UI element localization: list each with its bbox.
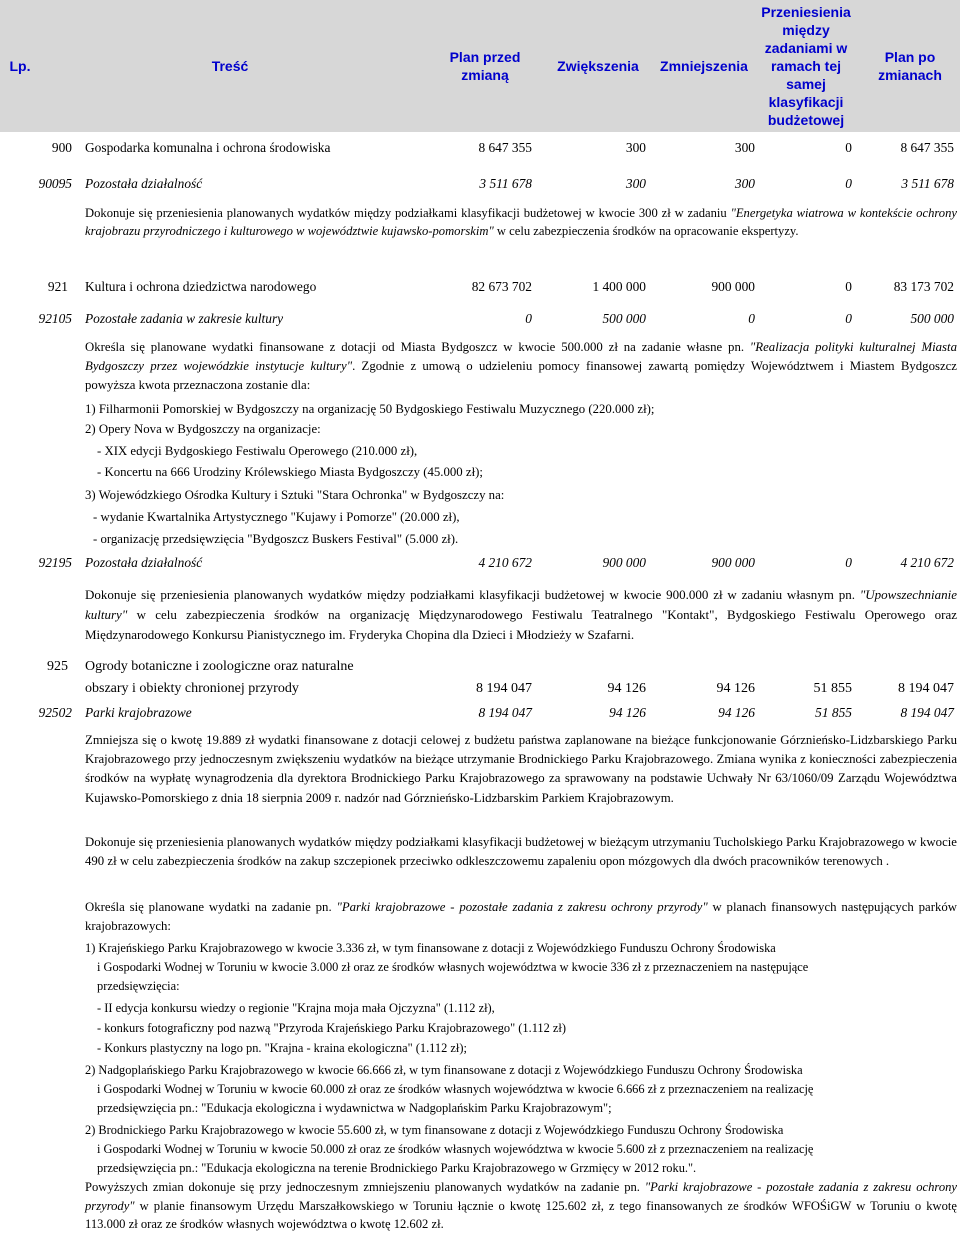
- list-item: 2) Brodnickiego Parku Krajobrazowego w kwocie 55.600 zł, w tym finansowane z dotacji z Wojewódzkiego Funduszu Ochrony Środowiska: [85, 1123, 784, 1137]
- przeniesienia-value: 51 855: [813, 681, 852, 696]
- table-header: [0, 0, 960, 132]
- text-span: Określa się planowane wydatki na zadanie pn.: [85, 900, 337, 914]
- task-name: "Energetyka wiatrowa w kontekście ochrony krajobrazu przyrodniczego i kulturowego w województwie kujawsko-pomorskim": [85, 206, 957, 238]
- plan-przed-value: 8 647 355: [478, 140, 532, 155]
- list-item: - XIX edycji Bydgoskiego Festiwalu Operowego (210.000 zł),: [97, 444, 418, 458]
- plan-przed-value: 3 511 678: [479, 176, 532, 191]
- list-item: 1) Krajeńskiego Parku Krajobrazowego w kwocie 3.336 zł, w tym finansowane z dotacji z Wojewódzkiego Funduszu Ochrony Środowiska: [85, 941, 776, 955]
- row-lp: 90095: [38, 176, 72, 191]
- row-name: Parki krajobrazowe: [85, 705, 192, 720]
- text-span: Dokonuje się przeniesienia planowanych wydatków między podziałkami klasyfikacji budżetowej w kwocie 900.000 zł w zadaniu własnym pn.: [85, 587, 860, 602]
- text-span: w celu zabezpieczenia środków na organizację Międzynarodowego Festiwalu Teatralnego "Kontakt", Bydgoskiego Festiwalu Operowego oraz Międzynarodowego Konkursu Pianistycznego im. Fryderyka Chopina dla Dzieci i Młodzieży w Szafarni.: [85, 607, 957, 642]
- list-item: 3) Wojewódzkiego Ośrodka Kultury i Sztuki "Stara Ochronka" w Bydgoszczy na:: [85, 488, 505, 502]
- header-zwiekszenia: Zwiększenia: [557, 58, 639, 74]
- zwiekszenia-value: 1 400 000: [592, 279, 646, 294]
- row-name: Pozostała działalność: [85, 176, 203, 191]
- plan-po-value: 4 210 672: [900, 555, 954, 570]
- list-item: przedsięwzięcia pn.: "Edukacja ekologiczna i wydawnictwa w Nadgoplańskim Parku Krajobrazowym";: [97, 1101, 612, 1115]
- zmniejszenia-value: 900 000: [711, 279, 755, 294]
- task-name: "Parki krajobrazowe - pozostałe zadania z zakresu ochrony przyrody": [85, 1180, 958, 1213]
- paragraph-92502-c: [85, 898, 957, 936]
- task-name: "Parki krajobrazowe - pozostałe zadania z zakresu ochrony przyrody": [336, 900, 708, 914]
- row-name: Gospodarka komunalna i ochrona środowiska: [85, 140, 331, 155]
- table-row: [0, 659, 960, 703]
- zmniejszenia-value: 900 000: [711, 555, 755, 570]
- zwiekszenia-value: 300: [625, 176, 646, 191]
- text-span: w planach finansowych następujących parków krajobrazowych:: [85, 900, 957, 934]
- zwiekszenia-value: 94 126: [607, 681, 646, 696]
- paragraph-90095: [85, 204, 957, 240]
- text-span: w celu zabezpieczenia środków na opracowanie ekspertyzy.: [493, 224, 799, 238]
- header-plan-przed: Plan przed zmianą: [449, 49, 521, 83]
- list-item: i Gospodarki Wodnej w Toruniu w kwocie 3.000 zł oraz ze środków własnych województwa w kwocie 336 zł z przeznaczeniem na następujące: [97, 960, 809, 974]
- zwiekszenia-value: 500 000: [602, 311, 646, 326]
- list-item: 2) Nadgoplańskiego Parku Krajobrazowego w kwocie 66.666 zł, w tym finansowane z dotacji z Wojewódzkiego Funduszu Ochrony Środowiska: [85, 1063, 803, 1077]
- row-lp: 921: [47, 279, 68, 294]
- header-plan-po: Plan po zmianach: [878, 49, 942, 83]
- text-span: Określa się planowane wydatki finansowane z dotacji od Miasta Bydgoszcz w kwocie 500.000 zł na zadanie własne pn.: [85, 340, 750, 354]
- table-row: [0, 555, 960, 575]
- przeniesienia-value: 0: [845, 279, 852, 294]
- task-name: "Upowszechnianie kultury": [85, 587, 957, 622]
- przeniesienia-value: 51 855: [815, 705, 852, 720]
- przeniesienia-value: 0: [845, 555, 852, 570]
- text-span: Powyższych zmian dokonuje się przy jednoczesnym zmniejszeniu planowanych wydatków na zadanie pn.: [85, 1180, 645, 1194]
- row-lp: 92195: [38, 555, 72, 570]
- list-item: - konkurs fotograficzny pod nazwą "Przyroda Krajeńskiego Parku Krajobrazowego" (1.112 zł): [97, 1021, 566, 1035]
- plan-przed-value: 0: [525, 311, 532, 326]
- table-row: [0, 176, 960, 196]
- task-name: "Realizacja polityki kulturalnej Miasta Bydgoszczy przez wojewódzkie instytucje kultury": [85, 340, 957, 373]
- table-row: [0, 705, 960, 725]
- header-lp: Lp.: [9, 58, 31, 74]
- plan-po-value: 8 194 047: [900, 705, 954, 720]
- header-tresc: Treść: [211, 58, 249, 74]
- text-span: Dokonuje się przeniesienia planowanych wydatków między podziałkami klasyfikacji budżetowej w kwocie 300 zł w zadaniu: [85, 206, 731, 220]
- zwiekszenia-value: 300: [625, 140, 646, 155]
- zmniejszenia-value: 94 126: [718, 705, 755, 720]
- row-name: Ogrody botaniczne i zoologiczne oraz naturalne: [85, 659, 354, 674]
- zwiekszenia-value: 900 000: [602, 555, 646, 570]
- row-lp: 92105: [38, 311, 72, 326]
- table-row: [0, 311, 960, 331]
- list-item: przedsięwzięcia pn.: "Edukacja ekologiczna na terenie Brodnickiego Parku Krajobrazowego w Grzmięcy w 2012 roku.".: [97, 1161, 697, 1175]
- row-lp: 92502: [38, 705, 72, 720]
- plan-po-value: 8 647 355: [900, 140, 954, 155]
- zwiekszenia-value: 94 126: [609, 705, 646, 720]
- list-item: 1) Filharmonii Pomorskiej w Bydgoszczy na organizację 50 Bydgoskiego Festiwalu Muzycznego (220.000 zł);: [85, 402, 655, 416]
- paragraph-92105: [85, 338, 957, 395]
- list-item: - organizację przedsięwzięcia "Bydgoszcz Buskers Festival" (5.000 zł).: [93, 532, 459, 546]
- list-item: - Konkurs plastyczny na logo pn. "Krajna - kraina ekologiczna" (1.112 zł);: [97, 1041, 467, 1055]
- list-item: - II edycja konkursu wiedzy o regionie "Krajna moja mała Ojczyzna" (1.112 zł),: [97, 1001, 495, 1015]
- row-name: Pozostała działalność: [85, 555, 203, 570]
- zmniejszenia-value: 94 126: [716, 681, 755, 696]
- list-item: 2) Opery Nova w Bydgoszczy na organizacje:: [85, 422, 321, 436]
- plan-przed-value: 8 194 047: [476, 681, 532, 696]
- plan-po-value: 8 194 047: [898, 681, 954, 696]
- table-row: [0, 140, 960, 160]
- zmniejszenia-value: 0: [748, 311, 755, 326]
- przeniesienia-value: 0: [845, 176, 852, 191]
- paragraph-final: [85, 1178, 957, 1234]
- plan-przed-value: 82 673 702: [471, 279, 532, 294]
- row-name: Pozostałe zadania w zakresie kultury: [85, 311, 284, 326]
- row-name: Kultura i ochrona dziedzictwa narodowego: [85, 279, 317, 294]
- plan-przed-value: 4 210 672: [478, 555, 532, 570]
- przeniesienia-value: 0: [845, 140, 852, 155]
- list-item: przedsięwzięcia:: [97, 979, 180, 993]
- list-item: i Gospodarki Wodnej w Toruniu w kwocie 60.000 zł oraz ze środków własnych województwa w kwocie 6.666 zł z przeznaczeniem na realizację: [97, 1082, 814, 1096]
- zmniejszenia-value: 300: [734, 140, 755, 155]
- table-row: [0, 279, 960, 299]
- list-item: - wydanie Kwartalnika Artystycznego "Kujawy i Pomorze" (20.000 zł),: [93, 510, 460, 524]
- paragraph-92502-b: Dokonuje się przeniesienia planowanych wydatków między podziałkami klasyfikacji budżetowej w bieżącym utrzymaniu Tucholskiego Parku Krajobrazowego w kwocie 490 zł w celu zabezpieczenia środków na zakup szczepionek przeciwko odkleszczowemu zapaleniu opon mózgowych dla dwóch pracowników terenowych .: [85, 835, 957, 869]
- paragraph-92502-a: Zmniejsza się o kwotę 19.889 zł wydatki finansowane z dotacji celowej z budżetu państwa zaplanowane na bieżące funkcjonowanie Górznieńsko-Lidzbarskiego Parku Krajobrazowego przy jednoczesnym zwiększeniu wydatków na bieżące utrzymanie Brodnickiego Parku Krajobrazowego. Zmiana wynika z konieczności zabezpieczenia środków na wypłatę wynagrodzenia dla dyrektora Brodnickiego Parku Krajobrazowego za sprawowany na podstawie Uchwały Nr 63/1060/09 Zarządu Województwa Kujawsko-Pomorskiego z dnia 18 sierpnia 2009 r. nadzór nad Górznieńsko-Lidzbarskim Parkiem Krajobrazowym.: [85, 733, 957, 805]
- row-lp: 925: [47, 659, 68, 674]
- paragraph-92195: [85, 585, 957, 645]
- zmniejszenia-value: 300: [734, 176, 755, 191]
- list-item: - Koncertu na 666 Urodziny Królewskiego Miasta Bydgoszczy (45.000 zł);: [97, 465, 483, 479]
- przeniesienia-value: 0: [845, 311, 852, 326]
- header-zmniejszenia: Zmniejszenia: [660, 58, 748, 74]
- plan-przed-value: 8 194 047: [478, 705, 532, 720]
- plan-po-value: 83 173 702: [893, 279, 954, 294]
- plan-po-value: 500 000: [910, 311, 954, 326]
- list-item: i Gospodarki Wodnej w Toruniu w kwocie 50.000 zł oraz ze środków własnych województwa w kwocie 5.600 zł z przeznaczeniem na realizację: [97, 1142, 814, 1156]
- header-przeniesienia: Przeniesienia między zadaniami w ramach tej samej klasyfikacji budżetowej: [761, 4, 851, 128]
- row-lp: 900: [51, 140, 72, 155]
- plan-po-value: 3 511 678: [901, 176, 954, 191]
- text-span: . Zgodnie z umową o udzieleniu pomocy finansowej zawartą pomiędzy Województwem i Miastem Bydgoszcz powyższa kwota przeznaczona zostanie dla:: [85, 359, 957, 392]
- text-span: w planie finansowym Urzędu Marszałkowskiego w Toruniu łącznie o kwotę 125.602 zł, z tego finansowanych ze środków WFOŚiGW w Toruniu o kwotę 113.000 zł oraz ze środków własnych województwa o kwotę 12.602 zł.: [85, 1198, 957, 1231]
- row-name: obszary i obiekty chronionej przyrody: [85, 681, 299, 696]
